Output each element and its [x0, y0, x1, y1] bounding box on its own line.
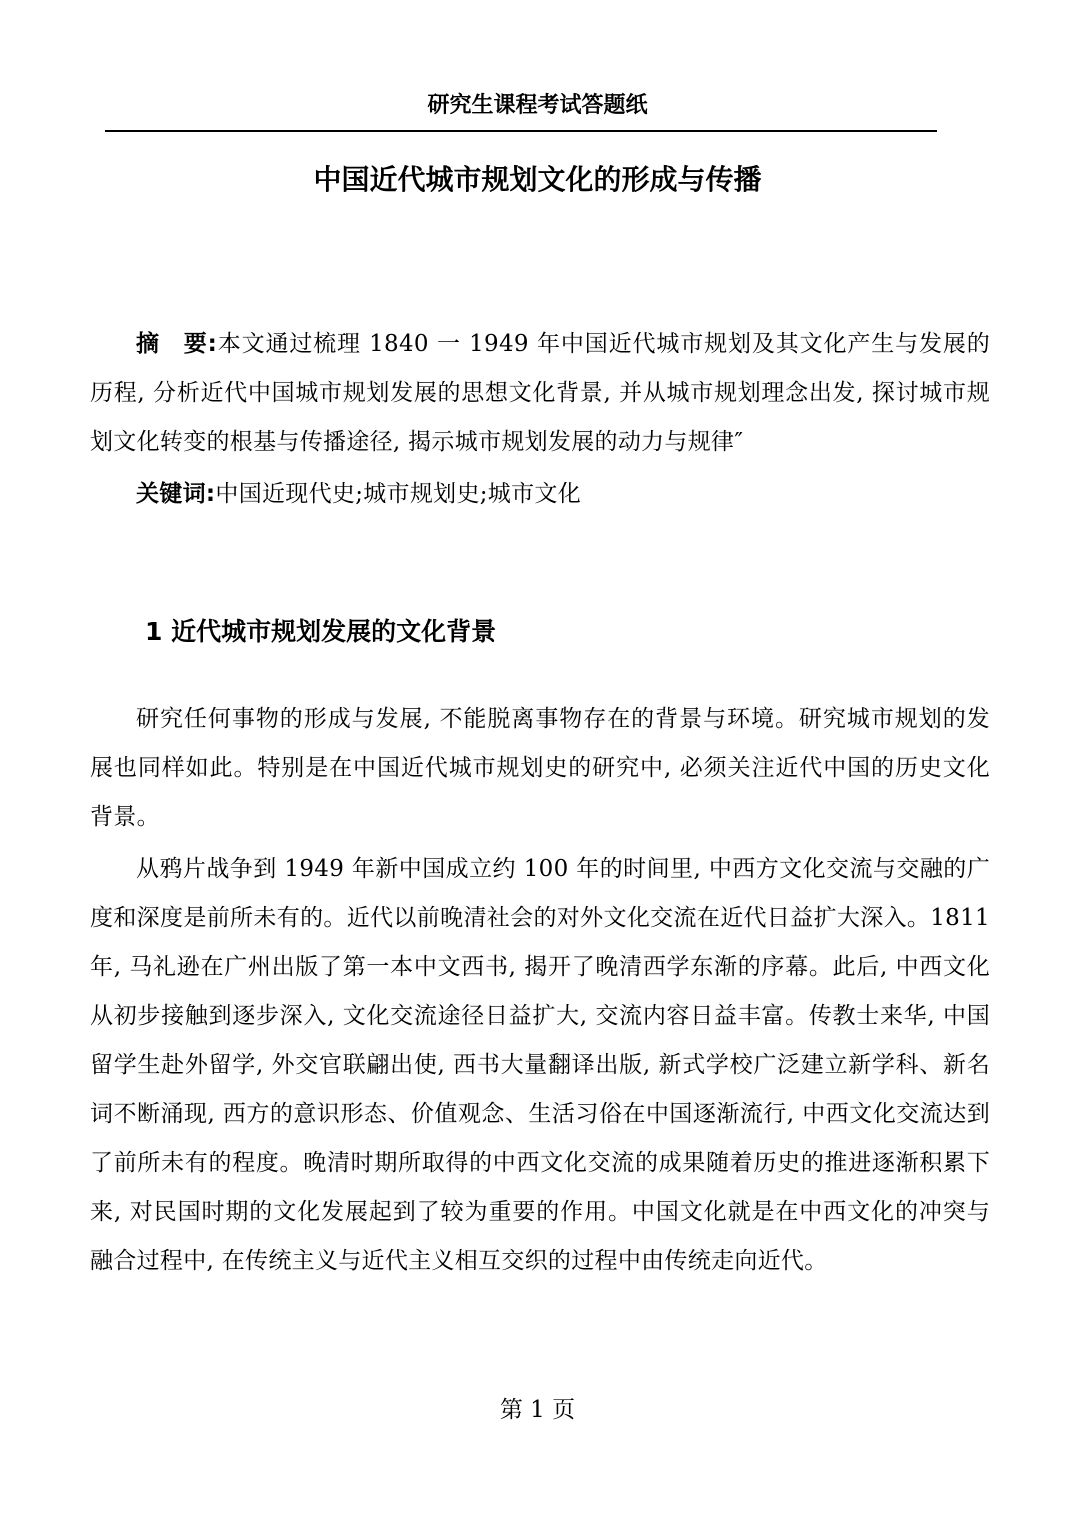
exam-sheet-header: 研究生课程考试答题纸	[427, 93, 648, 118]
abstract-text: 本文通过梳理 1840 一 1949 年中国近代城市规划及其文化产生与发展的历程, 分析近代中国城市规划发展的思想文化背景, 并从城市规划理念出发, 探讨城市规划文化转变的根基与传播途径, 揭示城市规划发展的动力与规律″	[90, 331, 990, 455]
body-paragraph: 从鸦片战争到 1949 年新中国成立约 100 年的时间里, 中西方文化交流与交融的广度和深度是前所未有的。近代以前晚清社会的对外文化交流在近代日益扩大深入。1811 年, 马礼逊在广州出版了第一本中文西书, 揭开了晚清西学东渐的序幕。此后, 中西文化从初步接触到逐步深入, 文化交流途径日益扩大, 交流内容日益丰富。传教士来华, 中国留学生赴外留学, 外交官联翩出使, 西书大量翻译出版, 新式学校广泛建立新学科、新名词不断涌现, 西方的意识形态、价值观念、生活习俗在中国逐渐流行, 中西文化交流达到了前所未有的程度。晚清时期所取得的中西文化交流的成果随着历史的推进逐渐积累下来, 对民国时期的文化发展起到了较为重要的作用。中国文化就是在中西文化的冲突与融合过程中, 在传统主义与近代主义相互交织的过程中由传统走向近代。	[90, 856, 990, 1274]
section-heading: 1 近代城市规划发展的文化背景	[145, 617, 497, 646]
abstract-label: 摘 要:	[136, 331, 218, 357]
body-paragraph: 研究任何事物的形成与发展, 不能脱离事物存在的背景与环境。研究城市规划的发展也同样如此。特别是在中国近代城市规划史的研究中, 必须关注近代中国的历史文化背景。	[90, 706, 990, 830]
keywords-label: 关键词:	[136, 481, 216, 507]
document-title: 中国近代城市规划文化的形成与传播	[313, 163, 762, 196]
page-number: 第 1 页	[499, 1397, 576, 1423]
keywords-text: 中国近现代史;城市规划史;城市文化	[215, 481, 582, 507]
header-divider	[105, 130, 937, 132]
keywords-paragraph	[90, 470, 990, 519]
abstract-paragraph	[90, 320, 990, 467]
